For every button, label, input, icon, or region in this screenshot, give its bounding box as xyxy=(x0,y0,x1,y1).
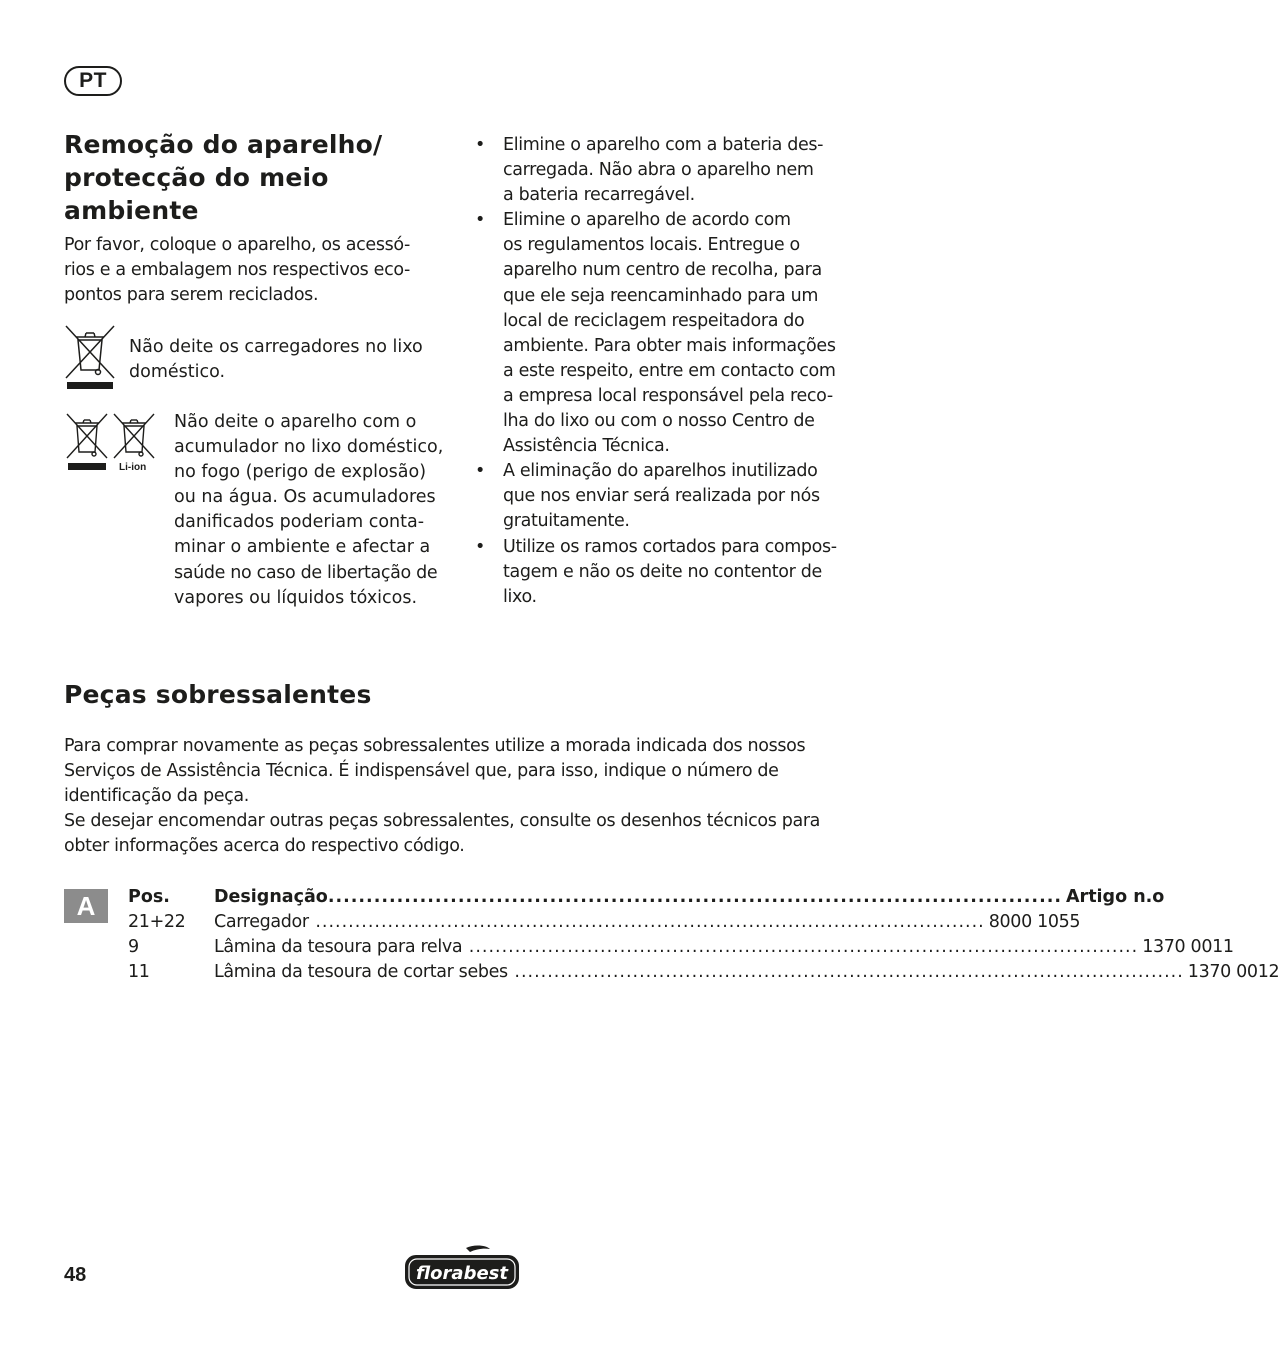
spare-parts-paragraph xyxy=(64,734,884,859)
text-line: Por favor, coloque o aparelho, os acessó- xyxy=(64,235,411,255)
text-line: Serviços de Assistência Técnica. É indispensável que, para isso, indique o número de xyxy=(64,761,779,782)
list-item xyxy=(475,459,865,534)
text-line: local de reciclagem respeitadora do xyxy=(503,310,805,331)
bullet-glyph: • xyxy=(475,135,485,155)
text-line: Para comprar novamente as peças sobressalentes utilize a morada indicada dos nossos xyxy=(64,736,806,756)
text-line: pontos para serem reciclados. xyxy=(64,285,319,306)
list-item xyxy=(475,535,865,610)
text-line: acumulador no lixo doméstico, xyxy=(174,437,444,458)
bin-underline-bar xyxy=(67,382,113,389)
cell-pos: 21+22 xyxy=(128,912,186,932)
text-line: ambiente. Para obter mais informações xyxy=(503,335,836,356)
text-line: ou na água. Os acumuladores xyxy=(174,487,436,508)
list-item xyxy=(475,208,865,459)
column-header-designation: Designação xyxy=(214,887,328,907)
text-line: que ele seja reencaminhado para um xyxy=(503,285,819,306)
brand-logo-text: florabest xyxy=(416,1263,508,1284)
cell-article: 1370 0012 xyxy=(1187,962,1279,982)
list-item xyxy=(475,133,865,208)
disposal-title-line: Remoção do aparelho/ xyxy=(64,130,383,159)
disposal-title-line: protecção do meio xyxy=(64,163,329,192)
text-line: identificação da peça. xyxy=(64,786,250,807)
disposal-title-line: ambiente xyxy=(64,196,199,225)
table-row xyxy=(128,910,1081,935)
figure-label-badge: A xyxy=(64,889,108,923)
text-line: Elimine o aparelho de acordo com xyxy=(503,210,791,231)
bullet-glyph: • xyxy=(475,210,485,231)
text-line: aparelho num centro de recolha, para xyxy=(503,260,822,281)
text-line: obter informações acerca do respectivo código. xyxy=(64,836,465,857)
brand-logo xyxy=(404,1244,520,1294)
bullet-glyph: • xyxy=(475,536,485,557)
text-line: Não deite os carregadores no lixo xyxy=(129,337,423,357)
language-badge: PT xyxy=(64,66,122,96)
cell-designation: Carregador xyxy=(214,912,309,932)
column-header-article: Artigo n.o xyxy=(1066,887,1165,907)
text-line: que nos enviar será realizada por nós xyxy=(503,486,820,507)
column-header-pos: Pos. xyxy=(128,887,170,907)
table-row xyxy=(128,935,1234,960)
text-line: lha do lixo ou com o nosso Centro de xyxy=(503,411,815,432)
disposal-intro xyxy=(64,233,449,308)
dot-leader: ................................................................................................ xyxy=(327,887,1063,907)
text-line: rios e a embalagem nos respectivos eco- xyxy=(64,260,410,281)
text-line: danificados poderiam conta- xyxy=(174,512,425,533)
dot-leader: ...................................................................................................... xyxy=(308,912,985,932)
dot-leader: ...................................................................................................... xyxy=(507,962,1184,982)
text-line: A eliminação do aparelhos inutilizado xyxy=(503,461,818,482)
crossed-bin-icon xyxy=(64,412,160,460)
spare-parts-title: Peças sobressalentes xyxy=(64,680,372,709)
table-header-row xyxy=(128,885,1165,910)
text-line: vapores ou líquidos tóxicos. xyxy=(174,587,418,608)
text-line: a bateria recarregável. xyxy=(503,185,695,206)
crossed-bin-icon xyxy=(64,324,116,394)
table-row xyxy=(128,960,1279,985)
text-line: carregada. Não abra o aparelho nem xyxy=(503,160,814,181)
text-line: saúde no caso de libertação de xyxy=(174,562,438,583)
page-number: 48 xyxy=(64,1264,87,1286)
text-line: tagem e não os deite no contentor de xyxy=(503,561,822,582)
cell-article: 1370 0011 xyxy=(1142,937,1234,957)
text-line: Assistência Técnica. xyxy=(503,436,670,457)
disposal-bullet-list xyxy=(475,133,865,610)
text-line: no fogo (perigo de explosão) xyxy=(174,462,427,483)
battery-note xyxy=(174,410,464,611)
text-line: Utilize os ramos cortados para compos- xyxy=(503,536,837,557)
charger-note xyxy=(129,335,459,385)
bullet-glyph: • xyxy=(475,461,485,482)
bin-underline-bar xyxy=(68,463,106,470)
text-line: minar o ambiente e afectar a xyxy=(174,537,431,558)
text-line: Não deite o aparelho com o xyxy=(174,412,417,432)
cell-article: 8000 1055 xyxy=(988,912,1081,932)
cell-pos: 9 xyxy=(128,937,139,957)
text-line: a empresa local responsável pela reco- xyxy=(503,385,833,406)
cell-designation: Lâmina da tesoura para relva xyxy=(214,937,463,957)
text-line: doméstico. xyxy=(129,362,226,383)
text-line: a este respeito, entre em contacto com xyxy=(503,360,836,381)
li-ion-label: Li-ion xyxy=(119,462,147,473)
cell-designation: Lâmina da tesoura de cortar sebes xyxy=(214,962,508,982)
cell-pos: 11 xyxy=(128,962,150,982)
text-line: gratuitamente. xyxy=(503,511,630,532)
text-line: os regulamentos locais. Entregue o xyxy=(503,235,800,256)
battery-disposal-icons xyxy=(64,412,160,478)
text-line: Se desejar encomendar outras peças sobressalentes, consulte os desenhos técnicos para xyxy=(64,811,821,832)
text-line: lixo. xyxy=(503,586,537,607)
dot-leader: ...................................................................................................... xyxy=(462,937,1139,957)
text-line: Elimine o aparelho com a bateria des- xyxy=(503,135,824,155)
disposal-title xyxy=(64,128,464,227)
